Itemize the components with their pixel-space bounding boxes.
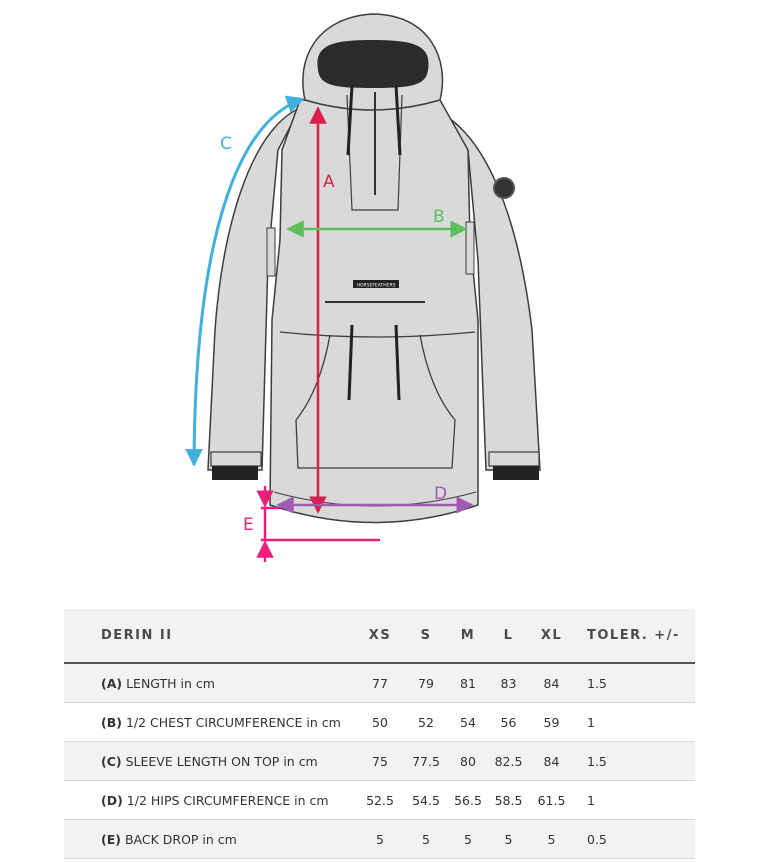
value-xs: 52.5 — [357, 781, 403, 820]
right-cuff — [489, 452, 539, 466]
value-l: 82.5 — [487, 742, 530, 781]
value-xs: 5 — [357, 820, 403, 859]
measurement-name — [64, 663, 357, 703]
value-s: 77.5 — [403, 742, 449, 781]
value-tolerance: 1.5 — [573, 663, 695, 703]
value-xl: 61.5 — [530, 781, 573, 820]
value-xs: 50 — [357, 703, 403, 742]
measurement-label: SLEEVE LENGTH ON TOP in cm — [125, 753, 318, 769]
value-l: 56 — [487, 703, 530, 742]
label-a: A — [323, 172, 335, 192]
header-model: DERIN II — [64, 609, 357, 663]
value-m: 54 — [449, 703, 487, 742]
table-row — [64, 703, 695, 742]
value-xs: 75 — [357, 742, 403, 781]
header-size-m: M — [449, 609, 487, 663]
value-xl: 5 — [530, 820, 573, 859]
value-s: 5 — [403, 820, 449, 859]
measurement-letter: (E) — [101, 831, 121, 847]
label-b: B — [433, 207, 445, 227]
measurement-name — [64, 781, 357, 820]
value-xl: 59 — [530, 703, 573, 742]
table-header-row — [64, 609, 695, 663]
value-xs: 77 — [357, 663, 403, 703]
header-size-xs: XS — [357, 609, 403, 663]
label-c: C — [220, 134, 232, 154]
header-size-s: S — [403, 609, 449, 663]
value-s: 52 — [403, 703, 449, 742]
value-s: 54.5 — [403, 781, 449, 820]
measurement-label: BACK DROP in cm — [124, 831, 237, 847]
label-e: E — [243, 515, 254, 535]
value-m: 56.5 — [449, 781, 487, 820]
measurement-label: LENGTH in cm — [126, 675, 215, 691]
arm-logo-patch — [494, 178, 514, 198]
value-tolerance: 0.5 — [573, 820, 695, 859]
value-tolerance: 1 — [573, 781, 695, 820]
label-d: D — [434, 484, 448, 504]
brand-tag: HORSEFEATHERS — [356, 283, 396, 289]
value-tolerance: 1 — [573, 703, 695, 742]
hood-opening — [317, 40, 428, 88]
value-l: 83 — [487, 663, 530, 703]
left-cuff — [211, 452, 261, 466]
value-m: 5 — [449, 820, 487, 859]
value-s: 79 — [403, 663, 449, 703]
measurement-letter: (B) — [101, 714, 122, 730]
left-cuff-band — [212, 466, 258, 480]
value-xl: 84 — [530, 742, 573, 781]
value-l: 5 — [487, 820, 530, 859]
value-xl: 84 — [530, 663, 573, 703]
right-cuff-band — [493, 466, 539, 480]
measurement-letter: (A) — [101, 675, 123, 691]
measurement-label: 1/2 HIPS CIRCUMFERENCE in cm — [126, 792, 329, 808]
measurement-name — [64, 703, 357, 742]
header-tolerance: TOLER. +/- — [573, 609, 695, 663]
size-chart-table — [64, 609, 695, 859]
measurement-name — [64, 742, 357, 781]
value-l: 58.5 — [487, 781, 530, 820]
table-row — [64, 820, 695, 859]
value-tolerance: 1.5 — [573, 742, 695, 781]
value-m: 81 — [449, 663, 487, 703]
value-m: 80 — [449, 742, 487, 781]
measurement-name — [64, 820, 357, 859]
table-row — [64, 663, 695, 703]
header-size-l: L — [487, 609, 530, 663]
header-size-xl: XL — [530, 609, 573, 663]
measurement-letter: (D) — [101, 792, 123, 808]
measurement-letter: (C) — [101, 753, 122, 769]
measurement-label: 1/2 CHEST CIRCUMFERENCE in cm — [125, 714, 341, 730]
table-row — [64, 742, 695, 781]
table-row — [64, 781, 695, 820]
